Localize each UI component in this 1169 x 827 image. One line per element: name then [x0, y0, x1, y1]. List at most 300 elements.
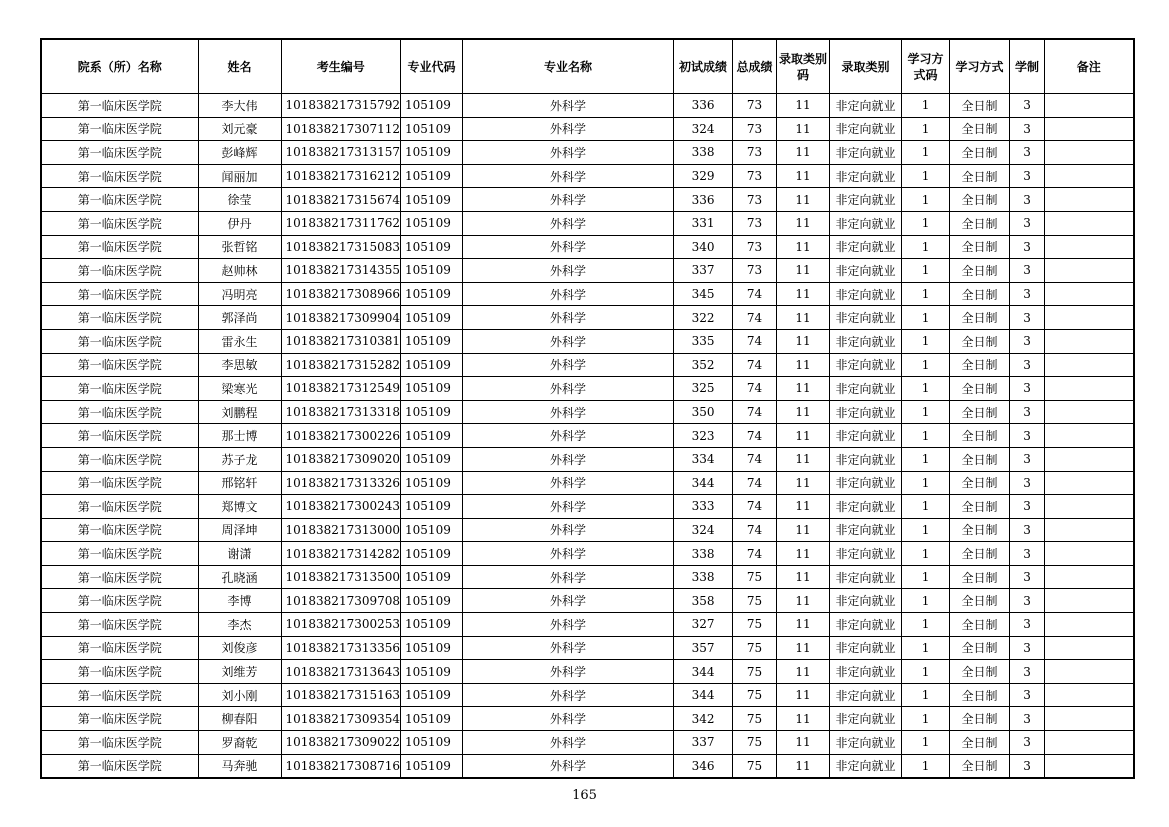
cell-study-mode-code: 1: [902, 235, 950, 259]
cell-name: 刘鹏程: [198, 400, 281, 424]
cell-major-code: 105109: [401, 141, 463, 165]
cell-admission-type: 非定向就业: [830, 400, 902, 424]
cell-name: 李杰: [198, 613, 281, 637]
cell-total-score: 74: [733, 400, 777, 424]
cell-admission-type-code: 11: [777, 636, 830, 660]
cell-initial-score: 327: [674, 613, 733, 637]
cell-study-mode: 全日制: [950, 94, 1010, 118]
table-row: [41, 471, 1134, 495]
cell-exam-id: 101838217313157: [281, 141, 401, 165]
cell-admission-type-code: 11: [777, 447, 830, 471]
table-row: [41, 754, 1134, 778]
cell-initial-score: 331: [674, 211, 733, 235]
cell-total-score: 73: [733, 259, 777, 283]
cell-study-mode: 全日制: [950, 636, 1010, 660]
cell-name: 那士博: [198, 424, 281, 448]
cell-department: 第一临床医学院: [41, 518, 198, 542]
cell-remarks: [1045, 660, 1134, 684]
cell-remarks: [1045, 235, 1134, 259]
cell-exam-id: 101838217309022: [281, 731, 401, 755]
cell-major-code: 105109: [401, 164, 463, 188]
cell-initial-score: 337: [674, 259, 733, 283]
cell-major-name: 外科学: [463, 117, 674, 141]
cell-exam-id: 101838217315163: [281, 683, 401, 707]
cell-total-score: 74: [733, 306, 777, 330]
cell-admission-type-code: 11: [777, 471, 830, 495]
cell-major-code: 105109: [401, 707, 463, 731]
cell-admission-type: 非定向就业: [830, 424, 902, 448]
cell-department: 第一临床医学院: [41, 259, 198, 283]
cell-major-code: 105109: [401, 518, 463, 542]
cell-study-mode: 全日制: [950, 707, 1010, 731]
cell-major-code: 105109: [401, 235, 463, 259]
table-row: [41, 731, 1134, 755]
cell-total-score: 74: [733, 377, 777, 401]
cell-exam-id: 101838217308966: [281, 282, 401, 306]
cell-major-code: 105109: [401, 306, 463, 330]
cell-admission-type-code: 11: [777, 141, 830, 165]
table-row: [41, 495, 1134, 519]
cell-admission-type-code: 11: [777, 707, 830, 731]
cell-major-code: 105109: [401, 424, 463, 448]
cell-exam-id: 101838217315674: [281, 188, 401, 212]
cell-study-mode-code: 1: [902, 282, 950, 306]
cell-name: 冯明亮: [198, 282, 281, 306]
cell-major-name: 外科学: [463, 164, 674, 188]
cell-study-mode: 全日制: [950, 731, 1010, 755]
cell-initial-score: 357: [674, 636, 733, 660]
cell-remarks: [1045, 636, 1134, 660]
cell-name: 雷永生: [198, 329, 281, 353]
cell-duration: 3: [1010, 636, 1045, 660]
cell-department: 第一临床医学院: [41, 707, 198, 731]
header-department: 院系（所）名称: [41, 39, 198, 94]
cell-remarks: [1045, 424, 1134, 448]
cell-department: 第一临床医学院: [41, 164, 198, 188]
cell-department: 第一临床医学院: [41, 731, 198, 755]
cell-initial-score: 344: [674, 471, 733, 495]
cell-department: 第一临床医学院: [41, 495, 198, 519]
cell-initial-score: 358: [674, 589, 733, 613]
table-row: [41, 400, 1134, 424]
cell-admission-type-code: 11: [777, 94, 830, 118]
cell-exam-id: 101838217315083: [281, 235, 401, 259]
cell-admission-type: 非定向就业: [830, 188, 902, 212]
table-row: [41, 707, 1134, 731]
cell-study-mode-code: 1: [902, 731, 950, 755]
cell-remarks: [1045, 306, 1134, 330]
cell-major-code: 105109: [401, 471, 463, 495]
cell-remarks: [1045, 683, 1134, 707]
cell-department: 第一临床医学院: [41, 400, 198, 424]
cell-admission-type-code: 11: [777, 353, 830, 377]
cell-department: 第一临床医学院: [41, 329, 198, 353]
header-initial-score: 初试成绩: [674, 39, 733, 94]
table-row: [41, 683, 1134, 707]
cell-major-code: 105109: [401, 94, 463, 118]
cell-total-score: 74: [733, 329, 777, 353]
cell-department: 第一临床医学院: [41, 377, 198, 401]
cell-initial-score: 322: [674, 306, 733, 330]
cell-admission-type-code: 11: [777, 660, 830, 684]
table-row: [41, 377, 1134, 401]
cell-duration: 3: [1010, 94, 1045, 118]
cell-admission-type-code: 11: [777, 377, 830, 401]
cell-admission-type: 非定向就业: [830, 495, 902, 519]
cell-initial-score: 334: [674, 447, 733, 471]
cell-name: 刘小刚: [198, 683, 281, 707]
cell-name: 闻丽加: [198, 164, 281, 188]
cell-name: 李大伟: [198, 94, 281, 118]
cell-major-code: 105109: [401, 329, 463, 353]
cell-admission-type: 非定向就业: [830, 707, 902, 731]
cell-name: 彭峰辉: [198, 141, 281, 165]
table-row: [41, 447, 1134, 471]
cell-department: 第一临床医学院: [41, 424, 198, 448]
cell-major-code: 105109: [401, 495, 463, 519]
cell-department: 第一临床医学院: [41, 565, 198, 589]
cell-study-mode: 全日制: [950, 447, 1010, 471]
cell-exam-id: 101838217309354: [281, 707, 401, 731]
cell-department: 第一临床医学院: [41, 447, 198, 471]
cell-admission-type: 非定向就业: [830, 164, 902, 188]
cell-remarks: [1045, 164, 1134, 188]
cell-remarks: [1045, 447, 1134, 471]
cell-name: 伊丹: [198, 211, 281, 235]
cell-major-name: 外科学: [463, 353, 674, 377]
cell-study-mode: 全日制: [950, 235, 1010, 259]
cell-admission-type: 非定向就业: [830, 117, 902, 141]
cell-major-code: 105109: [401, 613, 463, 637]
cell-duration: 3: [1010, 542, 1045, 566]
cell-major-name: 外科学: [463, 188, 674, 212]
cell-department: 第一临床医学院: [41, 660, 198, 684]
cell-exam-id: 101838217309020: [281, 447, 401, 471]
cell-study-mode-code: 1: [902, 471, 950, 495]
cell-major-name: 外科学: [463, 400, 674, 424]
cell-major-code: 105109: [401, 447, 463, 471]
cell-major-name: 外科学: [463, 235, 674, 259]
cell-exam-id: 101838217314282: [281, 542, 401, 566]
cell-admission-type: 非定向就业: [830, 731, 902, 755]
cell-admission-type-code: 11: [777, 188, 830, 212]
cell-duration: 3: [1010, 164, 1045, 188]
cell-initial-score: 346: [674, 754, 733, 778]
cell-admission-type: 非定向就业: [830, 683, 902, 707]
cell-duration: 3: [1010, 471, 1045, 495]
cell-study-mode-code: 1: [902, 259, 950, 283]
header-major-name: 专业名称: [463, 39, 674, 94]
cell-study-mode: 全日制: [950, 518, 1010, 542]
cell-initial-score: 337: [674, 731, 733, 755]
cell-department: 第一临床医学院: [41, 542, 198, 566]
cell-total-score: 74: [733, 471, 777, 495]
header-duration: 学制: [1010, 39, 1045, 94]
table-row: [41, 542, 1134, 566]
cell-admission-type-code: 11: [777, 518, 830, 542]
cell-total-score: 74: [733, 542, 777, 566]
cell-major-code: 105109: [401, 188, 463, 212]
cell-major-code: 105109: [401, 353, 463, 377]
cell-name: 刘俊彦: [198, 636, 281, 660]
table-row: [41, 164, 1134, 188]
cell-major-name: 外科学: [463, 754, 674, 778]
table-row: [41, 589, 1134, 613]
cell-initial-score: 338: [674, 141, 733, 165]
cell-name: 谢潇: [198, 542, 281, 566]
cell-exam-id: 101838217313326: [281, 471, 401, 495]
cell-major-name: 外科学: [463, 424, 674, 448]
cell-study-mode: 全日制: [950, 329, 1010, 353]
cell-name: 梁寒光: [198, 377, 281, 401]
cell-total-score: 75: [733, 613, 777, 637]
cell-study-mode-code: 1: [902, 495, 950, 519]
cell-study-mode-code: 1: [902, 141, 950, 165]
cell-study-mode: 全日制: [950, 117, 1010, 141]
cell-total-score: 74: [733, 353, 777, 377]
cell-admission-type: 非定向就业: [830, 94, 902, 118]
cell-duration: 3: [1010, 400, 1045, 424]
cell-total-score: 74: [733, 447, 777, 471]
cell-study-mode: 全日制: [950, 188, 1010, 212]
cell-duration: 3: [1010, 565, 1045, 589]
cell-initial-score: 345: [674, 282, 733, 306]
cell-admission-type: 非定向就业: [830, 211, 902, 235]
cell-study-mode: 全日制: [950, 353, 1010, 377]
cell-duration: 3: [1010, 117, 1045, 141]
cell-admission-type: 非定向就业: [830, 329, 902, 353]
admission-table: [40, 38, 1135, 779]
cell-exam-id: 101838217312549: [281, 377, 401, 401]
cell-major-name: 外科学: [463, 471, 674, 495]
cell-major-code: 105109: [401, 636, 463, 660]
cell-total-score: 74: [733, 424, 777, 448]
cell-study-mode-code: 1: [902, 188, 950, 212]
cell-remarks: [1045, 94, 1134, 118]
cell-initial-score: 342: [674, 707, 733, 731]
cell-admission-type-code: 11: [777, 329, 830, 353]
cell-name: 刘维芳: [198, 660, 281, 684]
cell-total-score: 75: [733, 660, 777, 684]
cell-major-code: 105109: [401, 589, 463, 613]
cell-name: 罗裔乾: [198, 731, 281, 755]
cell-total-score: 74: [733, 518, 777, 542]
cell-admission-type: 非定向就业: [830, 353, 902, 377]
cell-major-name: 外科学: [463, 707, 674, 731]
cell-exam-id: 101838217313318: [281, 400, 401, 424]
cell-admission-type: 非定向就业: [830, 282, 902, 306]
cell-exam-id: 101838217310381: [281, 329, 401, 353]
cell-department: 第一临床医学院: [41, 353, 198, 377]
cell-exam-id: 101838217316212: [281, 164, 401, 188]
cell-duration: 3: [1010, 589, 1045, 613]
cell-major-code: 105109: [401, 400, 463, 424]
cell-admission-type-code: 11: [777, 211, 830, 235]
cell-admission-type-code: 11: [777, 589, 830, 613]
cell-admission-type: 非定向就业: [830, 613, 902, 637]
cell-study-mode: 全日制: [950, 495, 1010, 519]
cell-admission-type: 非定向就业: [830, 542, 902, 566]
cell-remarks: [1045, 377, 1134, 401]
table-row: [41, 329, 1134, 353]
cell-major-name: 外科学: [463, 636, 674, 660]
cell-department: 第一临床医学院: [41, 117, 198, 141]
cell-total-score: 75: [733, 683, 777, 707]
cell-remarks: [1045, 471, 1134, 495]
header-row: [41, 39, 1134, 94]
cell-admission-type: 非定向就业: [830, 518, 902, 542]
cell-initial-score: 323: [674, 424, 733, 448]
cell-study-mode-code: 1: [902, 683, 950, 707]
cell-major-code: 105109: [401, 754, 463, 778]
cell-total-score: 75: [733, 589, 777, 613]
cell-major-name: 外科学: [463, 542, 674, 566]
cell-name: 郭泽尚: [198, 306, 281, 330]
cell-admission-type-code: 11: [777, 117, 830, 141]
cell-exam-id: 101838217308716: [281, 754, 401, 778]
cell-total-score: 75: [733, 636, 777, 660]
cell-study-mode: 全日制: [950, 259, 1010, 283]
cell-major-name: 外科学: [463, 495, 674, 519]
cell-major-name: 外科学: [463, 565, 674, 589]
cell-exam-id: 101838217309708: [281, 589, 401, 613]
cell-study-mode: 全日制: [950, 377, 1010, 401]
cell-study-mode: 全日制: [950, 565, 1010, 589]
cell-duration: 3: [1010, 660, 1045, 684]
cell-major-name: 外科学: [463, 211, 674, 235]
cell-admission-type: 非定向就业: [830, 259, 902, 283]
cell-admission-type-code: 11: [777, 282, 830, 306]
cell-major-code: 105109: [401, 259, 463, 283]
cell-admission-type-code: 11: [777, 754, 830, 778]
cell-total-score: 73: [733, 211, 777, 235]
cell-exam-id: 101838217311762: [281, 211, 401, 235]
cell-duration: 3: [1010, 495, 1045, 519]
cell-remarks: [1045, 589, 1134, 613]
cell-major-name: 外科学: [463, 141, 674, 165]
cell-major-code: 105109: [401, 377, 463, 401]
table-row: [41, 636, 1134, 660]
cell-initial-score: 344: [674, 660, 733, 684]
header-study-mode: 学习方式: [950, 39, 1010, 94]
cell-admission-type-code: 11: [777, 424, 830, 448]
header-study-mode-code: 学习方式码: [902, 39, 950, 94]
cell-major-code: 105109: [401, 731, 463, 755]
cell-admission-type-code: 11: [777, 731, 830, 755]
cell-major-name: 外科学: [463, 377, 674, 401]
cell-total-score: 74: [733, 495, 777, 519]
cell-study-mode: 全日制: [950, 400, 1010, 424]
cell-department: 第一临床医学院: [41, 636, 198, 660]
header-name: 姓名: [198, 39, 281, 94]
cell-initial-score: 324: [674, 518, 733, 542]
cell-remarks: [1045, 565, 1134, 589]
cell-study-mode-code: 1: [902, 353, 950, 377]
cell-study-mode: 全日制: [950, 660, 1010, 684]
cell-initial-score: 344: [674, 683, 733, 707]
cell-department: 第一临床医学院: [41, 282, 198, 306]
cell-major-name: 外科学: [463, 589, 674, 613]
cell-study-mode: 全日制: [950, 471, 1010, 495]
cell-remarks: [1045, 353, 1134, 377]
cell-major-name: 外科学: [463, 613, 674, 637]
table-row: [41, 565, 1134, 589]
cell-major-name: 外科学: [463, 94, 674, 118]
cell-major-code: 105109: [401, 542, 463, 566]
cell-major-code: 105109: [401, 282, 463, 306]
cell-total-score: 73: [733, 141, 777, 165]
cell-duration: 3: [1010, 353, 1045, 377]
cell-study-mode-code: 1: [902, 542, 950, 566]
cell-total-score: 73: [733, 117, 777, 141]
cell-remarks: [1045, 188, 1134, 212]
cell-name: 孔晓涵: [198, 565, 281, 589]
cell-duration: 3: [1010, 424, 1045, 448]
cell-duration: 3: [1010, 329, 1045, 353]
cell-initial-score: 338: [674, 542, 733, 566]
cell-duration: 3: [1010, 707, 1045, 731]
table-row: [41, 424, 1134, 448]
cell-department: 第一临床医学院: [41, 754, 198, 778]
cell-department: 第一临床医学院: [41, 188, 198, 212]
cell-study-mode-code: 1: [902, 707, 950, 731]
cell-study-mode-code: 1: [902, 117, 950, 141]
cell-name: 周泽坤: [198, 518, 281, 542]
cell-remarks: [1045, 282, 1134, 306]
cell-exam-id: 101838217315282: [281, 353, 401, 377]
cell-study-mode: 全日制: [950, 683, 1010, 707]
cell-admission-type: 非定向就业: [830, 447, 902, 471]
cell-admission-type: 非定向就业: [830, 754, 902, 778]
cell-duration: 3: [1010, 518, 1045, 542]
cell-study-mode-code: 1: [902, 660, 950, 684]
cell-major-code: 105109: [401, 117, 463, 141]
cell-department: 第一临床医学院: [41, 683, 198, 707]
cell-major-code: 105109: [401, 683, 463, 707]
cell-remarks: [1045, 329, 1134, 353]
cell-study-mode: 全日制: [950, 589, 1010, 613]
header-total-score: 总成绩: [733, 39, 777, 94]
table-row: [41, 306, 1134, 330]
cell-admission-type-code: 11: [777, 306, 830, 330]
cell-remarks: [1045, 495, 1134, 519]
cell-duration: 3: [1010, 282, 1045, 306]
cell-study-mode-code: 1: [902, 211, 950, 235]
cell-exam-id: 101838217300226: [281, 424, 401, 448]
cell-admission-type-code: 11: [777, 164, 830, 188]
cell-study-mode: 全日制: [950, 141, 1010, 165]
cell-duration: 3: [1010, 377, 1045, 401]
cell-exam-id: 101838217313356: [281, 636, 401, 660]
cell-department: 第一临床医学院: [41, 306, 198, 330]
cell-study-mode: 全日制: [950, 424, 1010, 448]
table-row: [41, 141, 1134, 165]
cell-study-mode-code: 1: [902, 306, 950, 330]
cell-total-score: 75: [733, 565, 777, 589]
cell-department: 第一临床医学院: [41, 141, 198, 165]
cell-study-mode-code: 1: [902, 447, 950, 471]
cell-department: 第一临床医学院: [41, 235, 198, 259]
cell-initial-score: 338: [674, 565, 733, 589]
cell-major-code: 105109: [401, 660, 463, 684]
cell-study-mode-code: 1: [902, 329, 950, 353]
cell-study-mode-code: 1: [902, 589, 950, 613]
cell-admission-type: 非定向就业: [830, 377, 902, 401]
cell-remarks: [1045, 518, 1134, 542]
cell-admission-type: 非定向就业: [830, 141, 902, 165]
cell-study-mode-code: 1: [902, 754, 950, 778]
cell-admission-type: 非定向就业: [830, 660, 902, 684]
